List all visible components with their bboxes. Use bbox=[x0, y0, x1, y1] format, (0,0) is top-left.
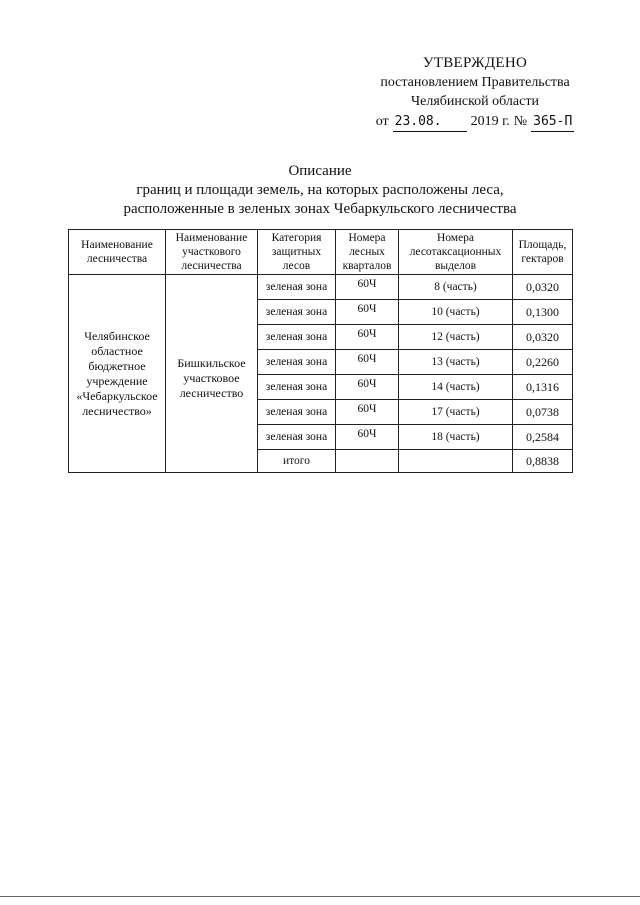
allotment-cell: 10 (часть) bbox=[399, 300, 513, 325]
category-cell: зеленая зона bbox=[258, 275, 336, 300]
table-header-row bbox=[69, 230, 573, 275]
quarter-cell: 60Ч bbox=[336, 325, 399, 350]
quarter-cell: 60Ч bbox=[336, 300, 399, 325]
resolution-number: 365-П bbox=[531, 112, 574, 132]
area-cell: 0,0320 bbox=[513, 325, 573, 350]
quarter-cell: 60Ч bbox=[336, 350, 399, 375]
total-empty-allotment bbox=[399, 450, 513, 473]
approval-date-line bbox=[360, 112, 590, 132]
quarter-cell: 60Ч bbox=[336, 375, 399, 400]
header-area: Площадь, гектаров bbox=[513, 230, 573, 275]
title-line-2: границ и площади земель, на которых расположены леса, bbox=[136, 182, 504, 198]
category-cell: зеленая зона bbox=[258, 350, 336, 375]
area-cell: 0,1300 bbox=[513, 300, 573, 325]
resolution-year: 2019 г. bbox=[470, 114, 510, 129]
document-title bbox=[0, 162, 640, 219]
allotment-cell: 8 (часть) bbox=[399, 275, 513, 300]
from-label: от bbox=[375, 114, 389, 129]
header-allotments: Номера лесотаксационных выделов bbox=[399, 230, 513, 275]
allotment-cell: 18 (часть) bbox=[399, 425, 513, 450]
approval-line-1: постановлением Правительства bbox=[380, 75, 570, 90]
allotment-cell: 17 (часть) bbox=[399, 400, 513, 425]
category-cell: зеленая зона bbox=[258, 300, 336, 325]
total-label: итого bbox=[258, 450, 336, 473]
category-cell: зеленая зона bbox=[258, 425, 336, 450]
category-cell: зеленая зона bbox=[258, 325, 336, 350]
area-cell: 0,0320 bbox=[513, 275, 573, 300]
number-label: № bbox=[513, 114, 528, 129]
approval-heading: УТВЕРЖДЕНО bbox=[422, 55, 528, 71]
area-cell: 0,2260 bbox=[513, 350, 573, 375]
area-cell: 0,2584 bbox=[513, 425, 573, 450]
total-empty-quarter bbox=[336, 450, 399, 473]
category-cell: зеленая зона bbox=[258, 375, 336, 400]
title-line-3: расположенные в зеленых зонах Чебаркульского лесничества bbox=[123, 201, 517, 217]
header-category: Категория защитных лесов bbox=[258, 230, 336, 275]
header-district: Наименование участкового лесничества bbox=[166, 230, 258, 275]
title-line-1: Описание bbox=[288, 163, 352, 179]
approval-line-2: Челябинской области bbox=[411, 94, 539, 109]
forest-area-table bbox=[68, 229, 573, 473]
district-name: Бишкильское участковое лесничество bbox=[166, 275, 258, 473]
resolution-date: 23.08. bbox=[393, 112, 467, 132]
area-cell: 0,1316 bbox=[513, 375, 573, 400]
approval-stamp bbox=[360, 54, 590, 132]
quarter-cell: 60Ч bbox=[336, 275, 399, 300]
total-area: 0,8838 bbox=[513, 450, 573, 473]
page-bottom-edge bbox=[0, 896, 640, 897]
forestry-name: Челябинское областное бюджетное учреждение «Чебаркульское лесничество» bbox=[69, 275, 166, 473]
header-quarters: Номера лесных кварталов bbox=[336, 230, 399, 275]
area-cell: 0,0738 bbox=[513, 400, 573, 425]
quarter-cell: 60Ч bbox=[336, 425, 399, 450]
allotment-cell: 14 (часть) bbox=[399, 375, 513, 400]
category-cell: зеленая зона bbox=[258, 400, 336, 425]
header-forestry: Наименование лесничества bbox=[69, 230, 166, 275]
allotment-cell: 13 (часть) bbox=[399, 350, 513, 375]
allotment-cell: 12 (часть) bbox=[399, 325, 513, 350]
table-row bbox=[69, 275, 573, 300]
quarter-cell: 60Ч bbox=[336, 400, 399, 425]
